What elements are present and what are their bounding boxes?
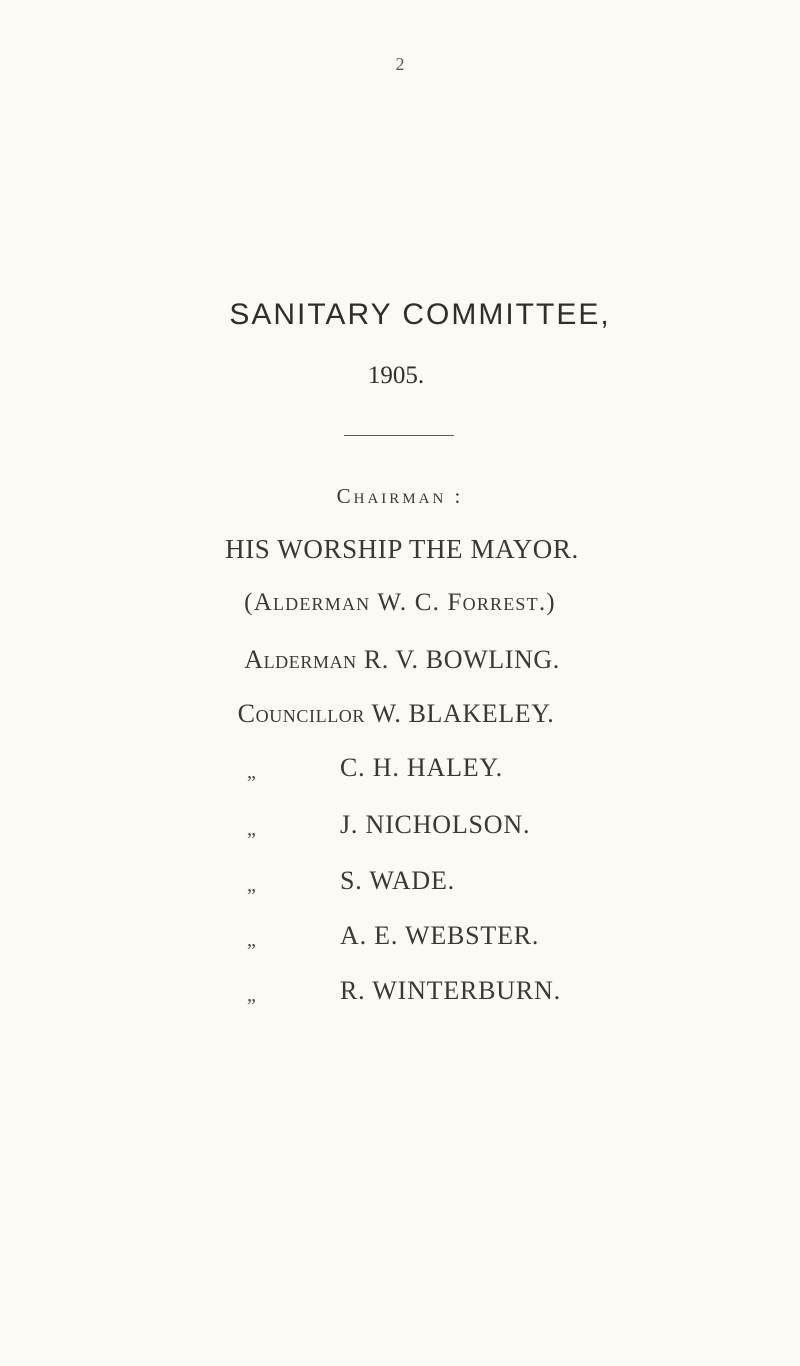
member-row	[0, 921, 800, 961]
member-row	[0, 810, 800, 850]
section-divider	[344, 435, 454, 436]
alderman-entry: Alderman R. V. BOWLING.	[244, 645, 560, 674]
member-name: S. WADE.	[340, 866, 455, 895]
member-row	[0, 753, 800, 793]
ditto-mark: „	[247, 818, 256, 840]
ditto-mark: „	[247, 929, 256, 951]
member-name: C. H. HALEY.	[340, 753, 503, 782]
councillor-entry: Councillor W. BLAKELEY.	[237, 699, 555, 728]
member-name: J. NICHOLSON.	[340, 810, 531, 839]
ditto-mark: „	[247, 874, 256, 896]
member-row	[0, 976, 800, 1016]
chairman-label: Chairman :	[336, 484, 464, 508]
ditto-mark: „	[247, 761, 256, 783]
page-number: 2	[395, 54, 405, 74]
member-name: A. E. WEBSTER.	[340, 921, 540, 950]
member-row	[0, 866, 800, 906]
member-name: R. WINTERBURN.	[340, 976, 561, 1005]
page-title: SANITARY COMMITTEE,	[229, 298, 611, 331]
chairman-note: (Alderman W. C. Forrest.)	[244, 589, 556, 616]
ditto-mark: „	[247, 984, 256, 1006]
committee-year: 1905.	[367, 362, 425, 389]
chairman-name: HIS WORSHIP THE MAYOR.	[225, 534, 579, 564]
